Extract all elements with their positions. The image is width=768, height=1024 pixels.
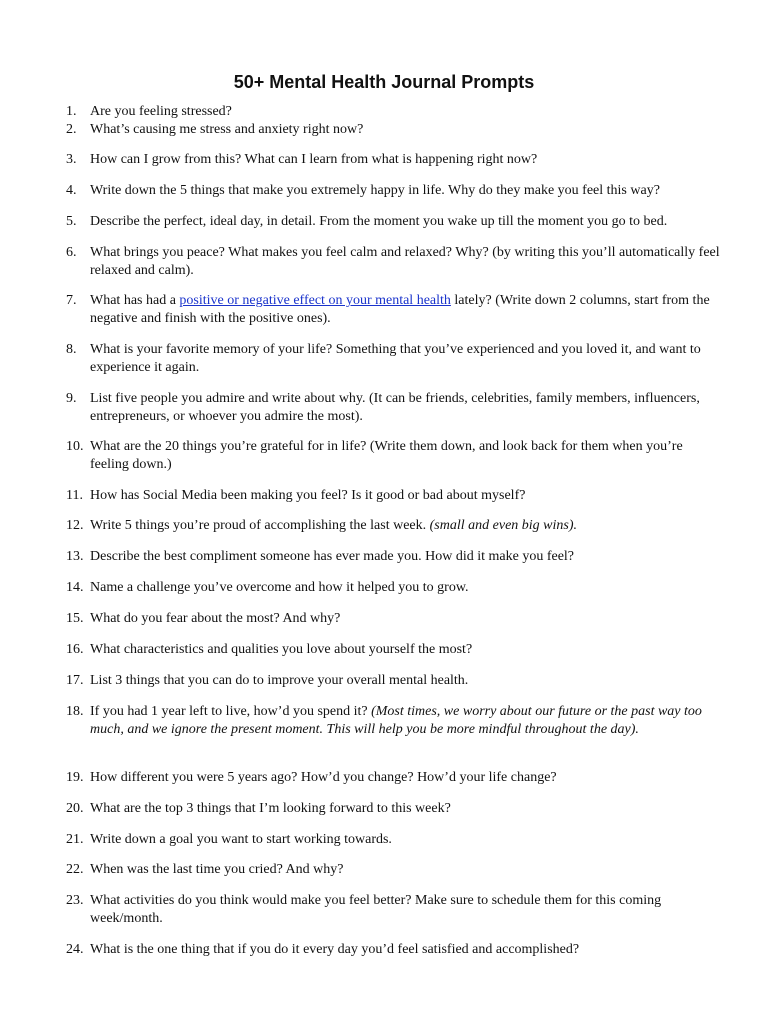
item-text: Describe the best compliment someone has ever made you. How did it make you feel?	[90, 549, 575, 564]
item-text-italic: (Most times, we worry about our future or the past way too much, and we ignore the present moment. This will help you be more mindful throughout the day).	[90, 704, 702, 737]
item-text-before-link: What has had a	[90, 293, 180, 308]
item-number: 14.	[66, 580, 84, 595]
item-text: What are the top 3 things that I’m looking forward to this week?	[90, 801, 451, 816]
item-text-plain: Write 5 things you’re proud of accomplishing the last week.	[90, 518, 430, 533]
item-text	[90, 703, 720, 738]
item-number: 21.	[66, 832, 84, 847]
item-text: How can I grow from this? What can I learn from what is happening right now?	[90, 152, 538, 167]
item-number: 19.	[66, 770, 84, 785]
item-number: 4.	[66, 183, 77, 198]
item-number: 12.	[66, 518, 84, 533]
item-text-after-link: lately? (Write down 2 columns, start from the negative and finish with the positive ones).	[90, 293, 710, 326]
item-number: 8.	[66, 342, 77, 357]
item-text: How has Social Media been making you feel? Is it good or bad about myself?	[90, 488, 526, 503]
item-text: Are you feeling stressed?	[90, 104, 232, 119]
item-number: 7.	[66, 293, 77, 308]
item-text: How different you were 5 years ago? How’d you change? How’d your life change?	[90, 770, 557, 785]
item-text: What characteristics and qualities you love about yourself the most?	[90, 642, 473, 657]
item-number: 6.	[66, 245, 77, 260]
item-text: What’s causing me stress and anxiety right now?	[90, 122, 364, 137]
item-number: 24.	[66, 942, 84, 957]
item-number: 11.	[66, 488, 83, 503]
item-text-plain: If you had 1 year left to live, how’d you spend it?	[90, 704, 372, 719]
item-number: 16.	[66, 642, 84, 657]
item-number: 3.	[66, 152, 77, 167]
item-text: Name a challenge you’ve overcome and how it helped you to grow.	[90, 580, 469, 595]
item-number: 10.	[66, 439, 84, 454]
item-number: 13.	[66, 549, 84, 564]
item-number: 18.	[66, 704, 84, 719]
item-text: List 3 things that you can do to improve your overall mental health.	[90, 673, 469, 688]
item-number: 23.	[66, 893, 84, 908]
item-text: Write down the 5 things that make you extremely happy in life. Why do they make you feel this way?	[90, 183, 660, 198]
item-text: What do you fear about the most? And why?	[90, 611, 341, 626]
item-number: 1.	[66, 104, 77, 119]
item-number: 22.	[66, 862, 84, 877]
item-text: When was the last time you cried? And why?	[90, 862, 344, 877]
item-text: What activities do you think would make you feel better? Make sure to schedule them for this coming week/month.	[90, 893, 662, 926]
item-text: Write down a goal you want to start working towards.	[90, 832, 392, 847]
page-title: 50+ Mental Health Journal Prompts	[233, 72, 535, 92]
item-number: 17.	[66, 673, 84, 688]
item-number: 9.	[66, 391, 77, 406]
item-text	[90, 292, 720, 327]
item-text: What are the 20 things you’re grateful for in life? (Write them down, and look back for them when you’re feeling down.)	[90, 439, 683, 472]
item-number: 5.	[66, 214, 77, 229]
item-text-italic: (small and even big wins).	[429, 518, 578, 533]
item-number: 20.	[66, 801, 84, 816]
mental-health-effect-link[interactable]: positive or negative effect on your mental health	[179, 293, 451, 308]
item-text	[90, 517, 720, 535]
item-text: What is the one thing that if you do it every day you’d feel satisfied and accomplished?	[90, 942, 580, 957]
item-number: 2.	[66, 122, 77, 137]
item-text: Describe the perfect, ideal day, in detail. From the moment you wake up till the moment you go to bed.	[90, 214, 668, 229]
item-text: List five people you admire and write about why. (It can be friends, celebrities, family members, influencers, entrepreneurs, or whoever you admire the most).	[90, 391, 700, 424]
item-text: What brings you peace? What makes you feel calm and relaxed? Why? (by writing this you’ll automatically feel relaxed and calm).	[90, 245, 720, 278]
item-number: 15.	[66, 611, 84, 626]
item-text: What is your favorite memory of your life? Something that you’ve experienced and you loved it, and want to experience it again.	[90, 342, 701, 375]
